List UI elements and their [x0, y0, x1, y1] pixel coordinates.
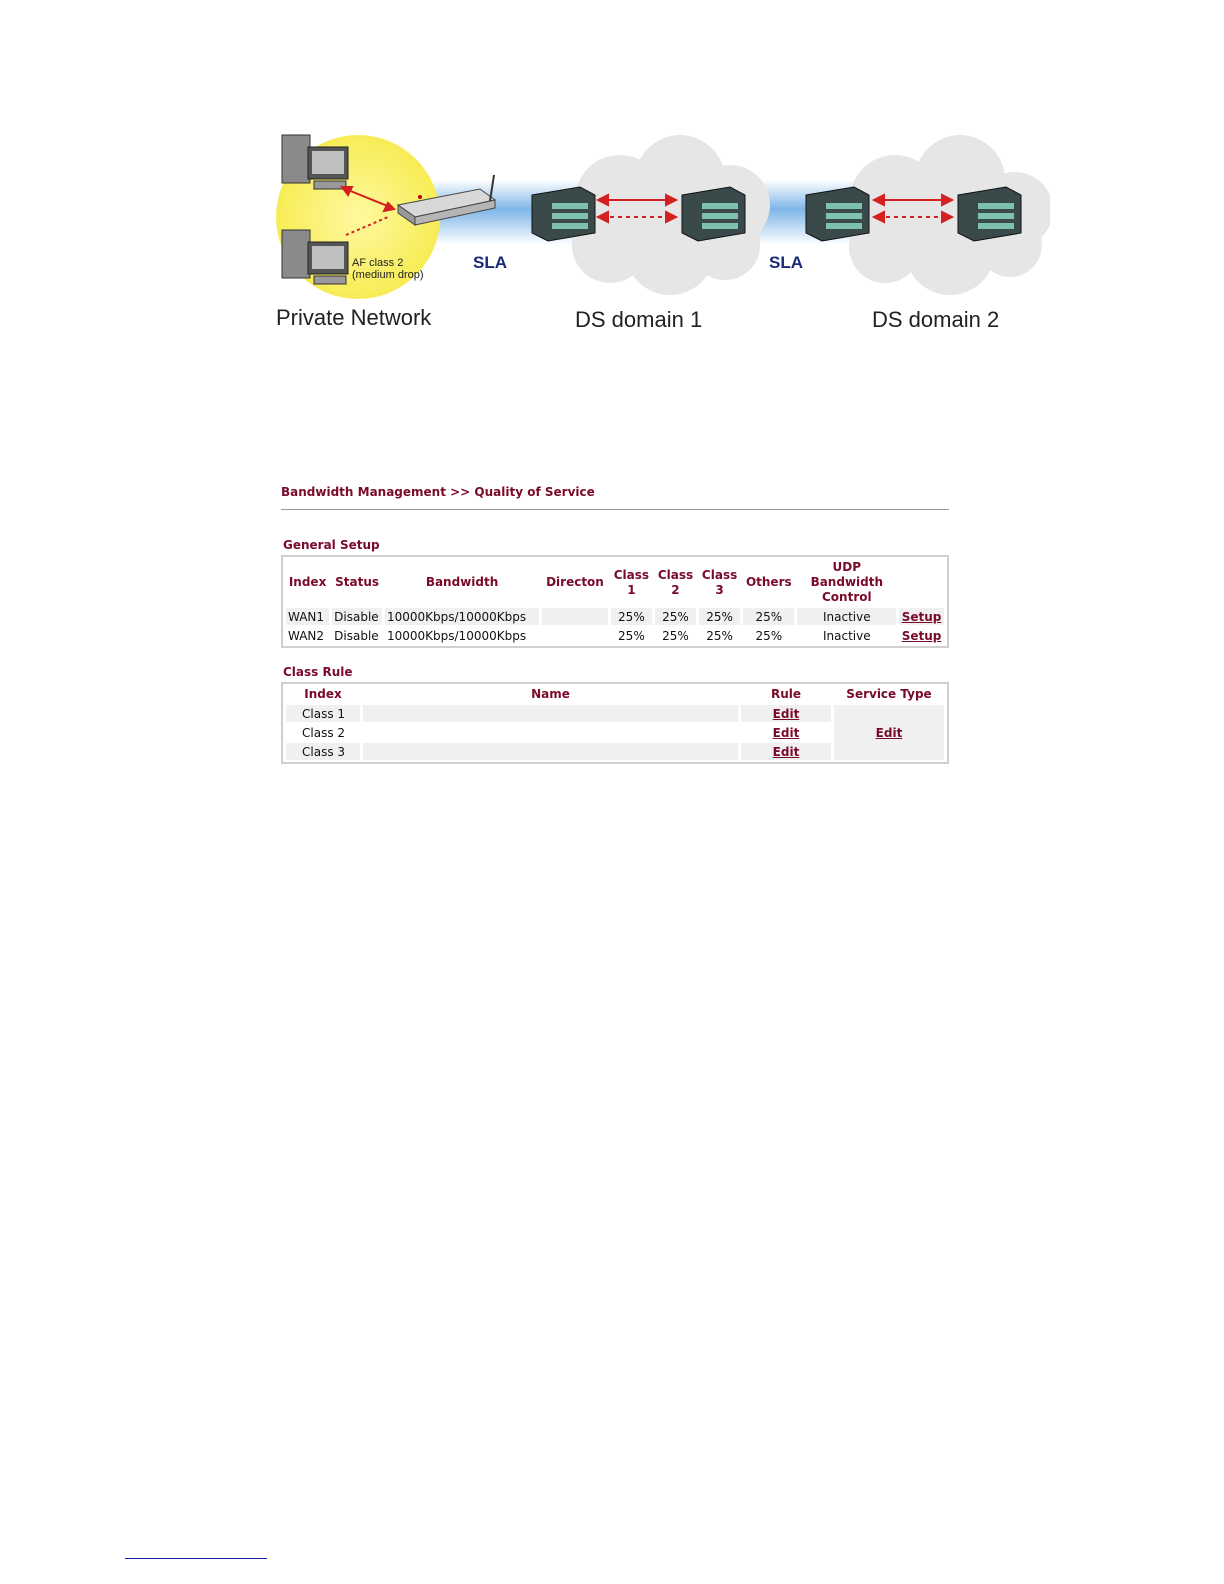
class-rule-title: Class Rule [283, 665, 353, 679]
server-icon-4 [958, 187, 1021, 241]
header-bandwidth: Bandwidth [425, 575, 499, 589]
private-network-label: Private Network [276, 305, 432, 330]
header-udp-bandwidth-control: UDP Bandwidth Control [810, 560, 884, 604]
header-service-type: Service Type [846, 687, 932, 701]
cell-class-index: Class 1 [286, 705, 360, 722]
ds-domain-2-label: DS domain 2 [872, 307, 1000, 332]
cell-service-type [834, 705, 944, 760]
cell-others: 25% [743, 608, 794, 625]
cell-rule [741, 724, 831, 741]
diffserv-diagram [270, 125, 1050, 340]
sla-label-1: SLA [473, 253, 507, 272]
cell-class1: 25% [611, 627, 652, 644]
general-setup-title: General Setup [283, 538, 380, 552]
setup-link-wan2[interactable]: Setup [901, 628, 942, 643]
header-index: Index [288, 575, 327, 589]
cell-index: WAN1 [286, 608, 329, 625]
af-class-label [352, 257, 424, 281]
cell-class-name [363, 743, 738, 760]
breadcrumb: Bandwidth Management >> Quality of Service [281, 485, 595, 499]
setup-link-wan1[interactable]: Setup [901, 609, 942, 624]
cell-rule [741, 743, 831, 760]
table-row [286, 705, 944, 722]
cell-class-index: Class 2 [286, 724, 360, 741]
class-rule-header [286, 686, 944, 703]
cell-class2: 25% [655, 608, 696, 625]
table-row [286, 627, 944, 644]
server-icon-3 [806, 187, 869, 241]
cell-status: Disable [332, 608, 382, 625]
header-status: Status [335, 575, 380, 589]
general-setup-header [286, 559, 944, 606]
cell-class1: 25% [611, 608, 652, 625]
header-name: Name [531, 687, 570, 701]
cell-action [899, 608, 944, 625]
cell-bandwidth: 10000Kbps/10000Kbps [385, 608, 539, 625]
cell-class3: 25% [699, 627, 740, 644]
cell-others: 25% [743, 627, 794, 644]
server-icon-1 [532, 187, 595, 241]
af-class-line1: AF class 2 [352, 257, 404, 269]
table-row [286, 608, 944, 625]
cell-rule [741, 705, 831, 722]
class-rule-table [281, 682, 949, 764]
af-class-line2: (medium drop) [352, 269, 424, 281]
cell-bandwidth: 10000Kbps/10000Kbps [385, 627, 539, 644]
cell-class-index: Class 3 [286, 743, 360, 760]
header-class3: Class 3 [701, 567, 738, 597]
edit-rule-class3-link[interactable]: Edit [772, 744, 800, 759]
header-rule: Rule [770, 687, 802, 701]
cell-class-name [363, 724, 738, 741]
cell-index: WAN2 [286, 627, 329, 644]
header-class2: Class 2 [657, 567, 694, 597]
cell-udp: Inactive [797, 627, 896, 644]
cell-direction [542, 608, 608, 625]
edit-service-type-link[interactable]: Edit [875, 725, 903, 740]
header-direction: Directon [546, 575, 604, 589]
cell-class-name [363, 705, 738, 722]
cell-action [899, 627, 944, 644]
cell-direction [542, 627, 608, 644]
sla-label-2: SLA [769, 253, 803, 272]
edit-rule-class2-link[interactable]: Edit [772, 725, 800, 740]
footnote-separator [125, 1558, 267, 1559]
general-setup-table [281, 555, 949, 648]
cell-class3: 25% [699, 608, 740, 625]
server-icon-2 [682, 187, 745, 241]
header-action [899, 559, 944, 606]
header-others: Others [745, 575, 792, 589]
cell-udp: Inactive [797, 608, 896, 625]
header-class1: Class 1 [613, 567, 650, 597]
edit-rule-class1-link[interactable]: Edit [772, 706, 800, 721]
cell-class2: 25% [655, 627, 696, 644]
header-index: Index [304, 687, 342, 701]
cell-status: Disable [332, 627, 382, 644]
divider [281, 509, 949, 510]
qos-panel [281, 482, 949, 764]
ds-domain-1-label: DS domain 1 [575, 307, 703, 332]
